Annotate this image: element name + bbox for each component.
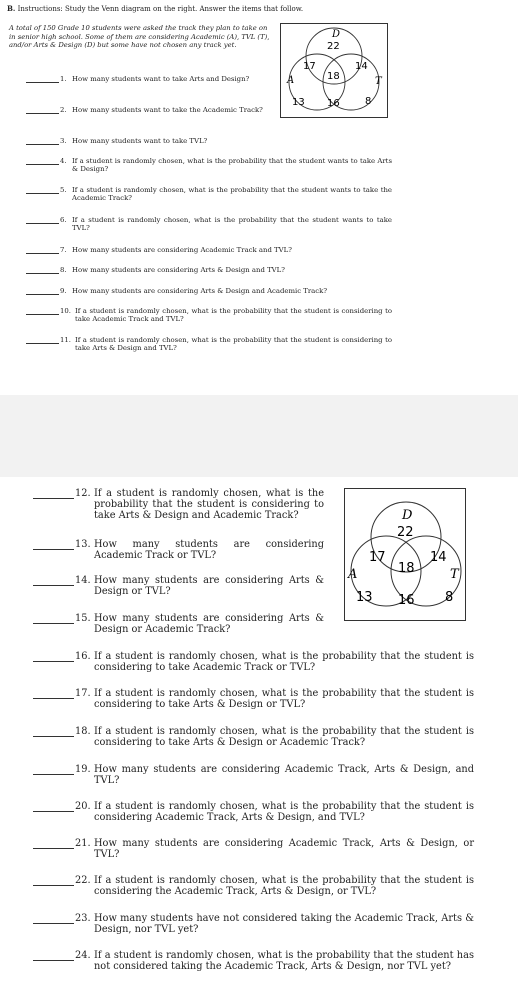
question-text: If a student is randomly chosen, what is the probability that the student is considering to take Arts & Design and TVL? — [75, 336, 392, 353]
answer-blank[interactable] — [33, 838, 74, 849]
question-text: How many students are considering Arts & Design or TVL? — [94, 575, 324, 597]
label-A: A — [348, 567, 358, 582]
worksheet-page-2 — [0, 477, 518, 992]
value-D-and-T: 14 — [355, 61, 368, 72]
label-T: T — [375, 76, 382, 87]
worksheet-page-1 — [0, 0, 518, 395]
question-number: 15. — [75, 613, 91, 624]
question-item — [33, 838, 474, 860]
question-number: 8. — [60, 266, 67, 274]
question-text: How many students are considering Academic Track, Arts & Design, and TVL? — [94, 764, 474, 786]
label-D: D — [402, 508, 413, 523]
question-item — [26, 75, 272, 83]
question-text: How many students are considering Academic Track or TVL? — [94, 539, 324, 561]
question-number: 14. — [75, 575, 91, 586]
question-item — [26, 307, 392, 323]
question-item — [26, 246, 406, 254]
question-number: 23. — [75, 913, 91, 924]
question-text: How many students are considering Arts & Design and TVL? — [72, 266, 285, 274]
question-item — [26, 287, 406, 295]
question-number: 4. — [60, 157, 67, 165]
question-number: 19. — [75, 764, 91, 775]
label-A: A — [287, 75, 295, 86]
question-item — [33, 726, 474, 748]
value-D-and-T: 14 — [430, 550, 447, 565]
question-item — [26, 157, 392, 173]
question-text: If a student is randomly chosen, what is the probability that the student is considering to take Arts & Design or Academic Track? — [94, 726, 474, 748]
question-item — [26, 336, 392, 352]
answer-blank[interactable] — [26, 75, 59, 83]
question-item — [33, 651, 474, 673]
answer-blank[interactable] — [26, 287, 59, 295]
question-text: If a student is randomly chosen, what is the probability that the student is considering the Academic Track, Arts & Design, or TVL? — [94, 875, 474, 897]
question-item — [33, 539, 324, 561]
value-A-and-D: 17 — [303, 61, 316, 72]
answer-blank[interactable] — [26, 307, 59, 315]
question-number: 6. — [60, 216, 67, 224]
question-number: 7. — [60, 246, 67, 254]
question-text: How many students are considering Academic Track, Arts & Design, or TVL? — [94, 838, 474, 860]
question-number: 17. — [75, 688, 91, 699]
question-number: 22. — [75, 875, 91, 886]
answer-blank[interactable] — [33, 575, 74, 586]
question-item — [33, 688, 474, 710]
question-item — [33, 764, 474, 786]
question-number: 3. — [60, 137, 67, 145]
question-item — [33, 801, 474, 823]
answer-blank[interactable] — [26, 266, 59, 274]
question-number: 9. — [60, 287, 67, 295]
question-text: How many students want to take the Academic Track? — [72, 106, 263, 114]
question-text: How many students want to take Arts and Design? — [72, 75, 250, 83]
answer-blank[interactable] — [33, 613, 74, 624]
question-item — [26, 266, 406, 274]
question-item — [33, 875, 474, 897]
answer-blank[interactable] — [33, 726, 74, 737]
question-number: 20. — [75, 801, 91, 812]
question-item — [26, 137, 406, 145]
question-item — [26, 106, 272, 114]
answer-blank[interactable] — [26, 336, 59, 344]
answer-blank[interactable] — [26, 106, 59, 114]
question-item — [33, 488, 324, 521]
question-text: If a student is randomly chosen, what is the probability that the student wants to take the Academic Track? — [72, 186, 392, 203]
question-text: How many students have not considered taking the Academic Track, Arts & Design, nor TVL yet? — [94, 913, 474, 935]
label-T: T — [450, 567, 459, 582]
question-number: 24. — [75, 950, 91, 961]
value-A-and-T: 16 — [327, 98, 340, 109]
question-number: 16. — [75, 651, 91, 662]
question-item — [26, 216, 392, 232]
answer-blank[interactable] — [26, 157, 59, 165]
instructions-text: Instructions: Study the Venn diagram on the right. Answer the items that follow. — [17, 5, 304, 13]
question-item — [33, 913, 474, 935]
instructions-line — [7, 4, 303, 13]
question-text: How many students are considering Academic Track and TVL? — [72, 246, 292, 254]
label-D: D — [332, 29, 341, 40]
venn-svg — [281, 24, 387, 117]
question-text: If a student is randomly chosen, what is the probability that the student wants to take TVL? — [72, 216, 392, 233]
question-item — [26, 186, 392, 202]
question-number: 18. — [75, 726, 91, 737]
question-text: If a student is randomly chosen, what is the probability that the student is considering to take Academic Track or TVL? — [94, 651, 474, 673]
answer-blank[interactable] — [33, 913, 74, 924]
answer-blank[interactable] — [33, 688, 74, 699]
question-item — [33, 613, 324, 635]
answer-blank[interactable] — [33, 488, 74, 499]
value-T-only: 8 — [365, 96, 372, 107]
answer-blank[interactable] — [33, 875, 74, 886]
question-number: 1. — [60, 75, 67, 83]
answer-blank[interactable] — [33, 764, 74, 775]
value-D-only: 22 — [397, 525, 414, 540]
value-A-only: 13 — [292, 97, 305, 108]
question-number: 10. — [60, 307, 71, 315]
question-text: If a student is randomly chosen, what is the probability that the student is considering to take Arts & Design and Academic Track? — [94, 488, 324, 521]
question-number: 21. — [75, 838, 91, 849]
answer-blank[interactable] — [26, 186, 59, 194]
question-item — [33, 950, 474, 972]
question-number: 13. — [75, 539, 91, 550]
answer-blank[interactable] — [33, 651, 74, 662]
question-text: How many students want to take TVL? — [72, 137, 208, 145]
venn-diagram — [280, 23, 388, 118]
question-text: If a student is randomly chosen, what is the probability that the student is considering to take Academic Track and TVL? — [75, 307, 392, 324]
question-text: How many students are considering Arts & Design or Academic Track? — [94, 613, 324, 635]
question-text: How many students are considering Arts & Design and Academic Track? — [72, 287, 328, 295]
problem-intro: A total of 150 Grade 10 students were asked the track they plan to take on in senior high school. Some of them are considering Academic (A), TVL (T), and/or Arts & Design (D) but some have not chosen any track yet. — [9, 24, 270, 50]
question-number: 5. — [60, 186, 67, 194]
question-text: If a student is randomly chosen, what is the probability that the student is considering to take Arts & Design or TVL? — [94, 688, 474, 710]
answer-blank[interactable] — [26, 246, 59, 254]
value-A-D-T: 18 — [398, 561, 415, 576]
question-text: If a student is randomly chosen, what is the probability that the student has not considered taking the Academic Track, Arts & Design, nor TVL yet? — [94, 950, 474, 972]
venn-svg — [345, 489, 465, 620]
part-label: B. — [7, 4, 16, 13]
question-item — [33, 575, 324, 597]
value-A-and-D: 17 — [369, 550, 386, 565]
answer-blank[interactable] — [26, 216, 59, 224]
value-D-only: 22 — [327, 41, 340, 52]
question-number: 12. — [75, 488, 91, 499]
value-A-only: 13 — [356, 590, 373, 605]
question-text: If a student is randomly chosen, what is the probability that the student is considering Academic Track, Arts & Design, and TVL? — [94, 801, 474, 823]
question-text: If a student is randomly chosen, what is the probability that the student wants to take Arts & Design? — [72, 157, 392, 174]
value-A-D-T: 18 — [327, 71, 340, 82]
answer-blank[interactable] — [33, 539, 74, 550]
value-A-and-T: 16 — [398, 593, 415, 608]
venn-diagram — [344, 488, 466, 621]
question-number: 2. — [60, 106, 67, 114]
answer-blank[interactable] — [33, 950, 74, 961]
value-T-only: 8 — [445, 590, 454, 605]
page-gap — [0, 395, 518, 477]
answer-blank[interactable] — [26, 137, 59, 145]
answer-blank[interactable] — [33, 801, 74, 812]
question-number: 11. — [60, 336, 71, 344]
